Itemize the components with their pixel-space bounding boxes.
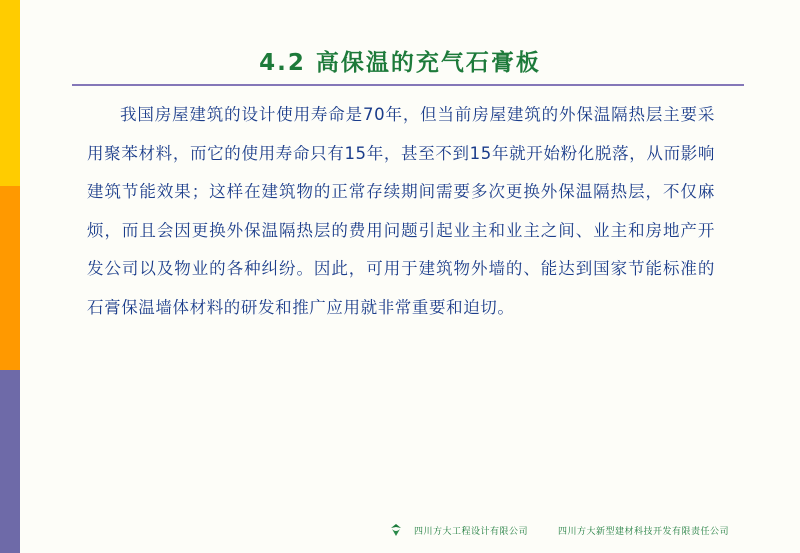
side-bar-orange — [0, 186, 20, 370]
company-logo-icon — [388, 523, 404, 537]
side-bar-yellow — [0, 0, 20, 186]
footer-company-1: 四川方大工程设计有限公司 — [414, 526, 529, 537]
footer-company-2: 四川方大新型建材科技开发有限责任公司 — [558, 526, 730, 537]
body-paragraph: 我国房屋建筑的设计使用寿命是70年，但当前房屋建筑的外保温隔热层主要采用聚苯材料，而它的使用寿命只有15年，甚至不到15年就开始粉化脱落，从而影响建筑节能效果；这样在建筑物的正常存续期间需要多次更换外保温隔热层，不仅麻烦，而且会因更换外保温隔热层的费用问题引起业主和业主之间、业主和房地产开发公司以及物业的各种纠纷。因此，可用于建筑物外墙的、能达到国家节能标准的石膏保温墙体材料的研发和推广应用就非常重要和迫切。 — [87, 105, 715, 317]
body-text — [87, 96, 715, 327]
slide-title: 4.2 高保温的充气石膏板 — [259, 50, 541, 76]
title-divider — [72, 84, 744, 86]
footer — [388, 522, 729, 538]
side-bar-purple — [0, 370, 20, 553]
